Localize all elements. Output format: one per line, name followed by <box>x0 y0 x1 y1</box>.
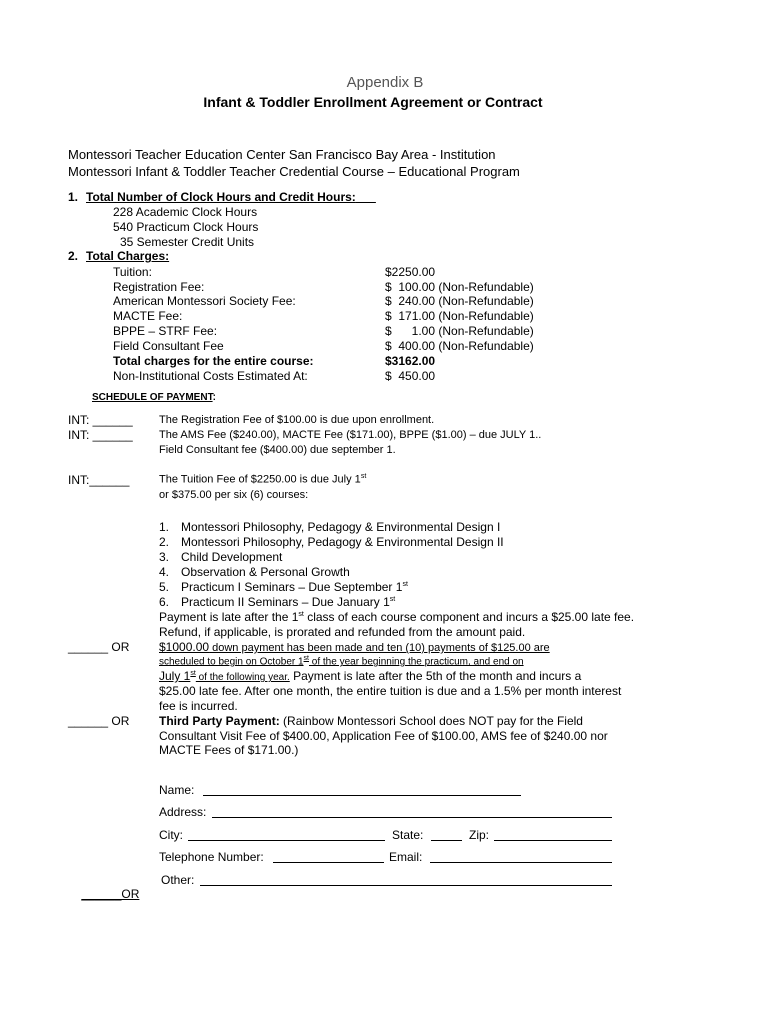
charge-label: Field Consultant Fee <box>113 339 224 353</box>
charge-amount: $ 1.00 (Non-Refundable) <box>385 324 534 338</box>
down-payment-line2: scheduled to begin on October 1st of the year beginning the practicum, and end on <box>159 655 524 668</box>
charge-label: MACTE Fee: <box>113 309 183 323</box>
course-item: Child Development <box>181 550 283 564</box>
charge-amount: $ 171.00 (Non-Refundable) <box>385 309 534 323</box>
zip-field[interactable] <box>494 840 612 841</box>
charge-label: American Montessori Society Fee: <box>113 294 296 308</box>
third-party-line2: Consultant Visit Fee of $400.00, Application Fee of $100.00, AMS fee of $240.00 nor <box>159 729 608 743</box>
option-or-blank: ______ OR <box>68 640 130 654</box>
total-charges-label: Total charges for the entire course: <box>113 354 314 368</box>
charge-label: Tuition: <box>113 265 152 279</box>
down-payment-line4: $25.00 late fee. After one month, the entire tuition is due and a 1.5% per month interest <box>159 684 622 698</box>
course-item: Practicum I Seminars – Due September 1st <box>181 580 408 594</box>
third-party-line3: MACTE Fees of $171.00.) <box>159 743 299 757</box>
down-payment-line3: July 1st of the following year. Payment is late after the 5th of the month and incurs a <box>159 669 582 683</box>
course-number: 1. <box>159 520 170 534</box>
name-label: Name: <box>159 783 195 797</box>
section-1-heading: Total Number of Clock Hours and Credit Hours:___ <box>86 190 376 204</box>
registration-fee-note: The Registration Fee of $100.00 is due upon enrollment. <box>159 414 435 426</box>
course-item: Practicum II Seminars – Due January 1st <box>181 595 396 609</box>
charge-label: Registration Fee: <box>113 280 205 294</box>
late-payment-note: Payment is late after the 1st class of each course component and incurs a $25.00 late fee. <box>159 610 635 624</box>
charge-amount: $ 450.00 <box>385 369 436 383</box>
total-charges-amount: $3162.00 <box>385 354 436 368</box>
section-1-number: 1. <box>68 190 79 204</box>
address-field[interactable] <box>212 817 612 818</box>
credit-units: 35 Semester Credit Units <box>120 235 255 249</box>
clock-hours-academic: 228 Academic Clock Hours <box>113 205 258 219</box>
city-field[interactable] <box>188 840 385 841</box>
section-2-heading: Total Charges: <box>86 249 170 263</box>
initial-blank: INT: ______ <box>68 428 133 442</box>
other-label: Other: <box>161 873 195 887</box>
clock-hours-practicum: 540 Practicum Clock Hours <box>113 220 259 234</box>
state-field[interactable] <box>431 840 462 841</box>
name-field[interactable] <box>203 795 521 796</box>
option-or-blank: ______OR <box>81 887 140 901</box>
tuition-fee-note: The Tuition Fee of $2250.00 is due July 1st <box>159 473 367 486</box>
telephone-field[interactable] <box>273 862 384 863</box>
course-number: 3. <box>159 550 170 564</box>
email-field[interactable] <box>430 862 612 863</box>
schedule-heading: SCHEDULE OF PAYMENT: <box>92 392 216 403</box>
course-item: Montessori Philosophy, Pedagogy & Environmental Design I <box>181 520 501 534</box>
course-number: 6. <box>159 595 170 609</box>
charge-amount: $2250.00 <box>385 265 436 279</box>
document-title: Infant & Toddler Enrollment Agreement or Contract <box>203 94 543 110</box>
telephone-label: Telephone Number: <box>159 850 264 864</box>
address-label: Address: <box>159 805 207 819</box>
third-party-line1: Third Party Payment: (Rainbow Montessori School does NOT pay for the Field <box>159 714 583 728</box>
course-number: 5. <box>159 580 170 594</box>
other-field[interactable] <box>200 885 612 886</box>
option-or-blank: ______ OR <box>68 714 130 728</box>
email-label: Email: <box>389 850 423 864</box>
refund-note: Refund, if applicable, is prorated and refunded from the amount paid. <box>159 625 526 639</box>
state-label: State: <box>392 828 424 842</box>
charge-amount: $ 400.00 (Non-Refundable) <box>385 339 534 353</box>
tuition-per-course-note: or $375.00 per six (6) courses: <box>159 489 309 501</box>
appendix-label: Appendix B <box>346 74 424 91</box>
course-number: 4. <box>159 565 170 579</box>
section-2-number: 2. <box>68 249 79 263</box>
down-payment-line5: fee is incurred. <box>159 699 238 713</box>
charge-label: BPPE – STRF Fee: <box>113 324 218 338</box>
city-label: City: <box>159 828 183 842</box>
charge-label: Non-Institutional Costs Estimated At: <box>113 369 308 383</box>
ams-fee-note: The AMS Fee ($240.00), MACTE Fee ($171.00), BPPE ($1.00) – due JULY 1.. <box>159 429 542 441</box>
initial-blank: INT: ______ <box>68 413 133 427</box>
program-line: Montessori Infant & Toddler Teacher Credential Course – Educational Program <box>68 164 520 179</box>
charge-amount: $ 100.00 (Non-Refundable) <box>385 280 534 294</box>
course-item: Observation & Personal Growth <box>181 565 350 579</box>
down-payment-line1: $1000.00 down payment has been made and ten (10) payments of $125.00 are <box>159 640 550 654</box>
institution-line: Montessori Teacher Education Center San Francisco Bay Area - Institution <box>68 147 496 162</box>
charge-amount: $ 240.00 (Non-Refundable) <box>385 294 534 308</box>
initial-blank: INT:______ <box>68 473 130 487</box>
zip-label: Zip: <box>469 828 490 842</box>
field-consultant-note: Field Consultant fee ($400.00) due september 1. <box>159 444 396 456</box>
course-item: Montessori Philosophy, Pedagogy & Environmental Design II <box>181 535 504 549</box>
course-number: 2. <box>159 535 170 549</box>
